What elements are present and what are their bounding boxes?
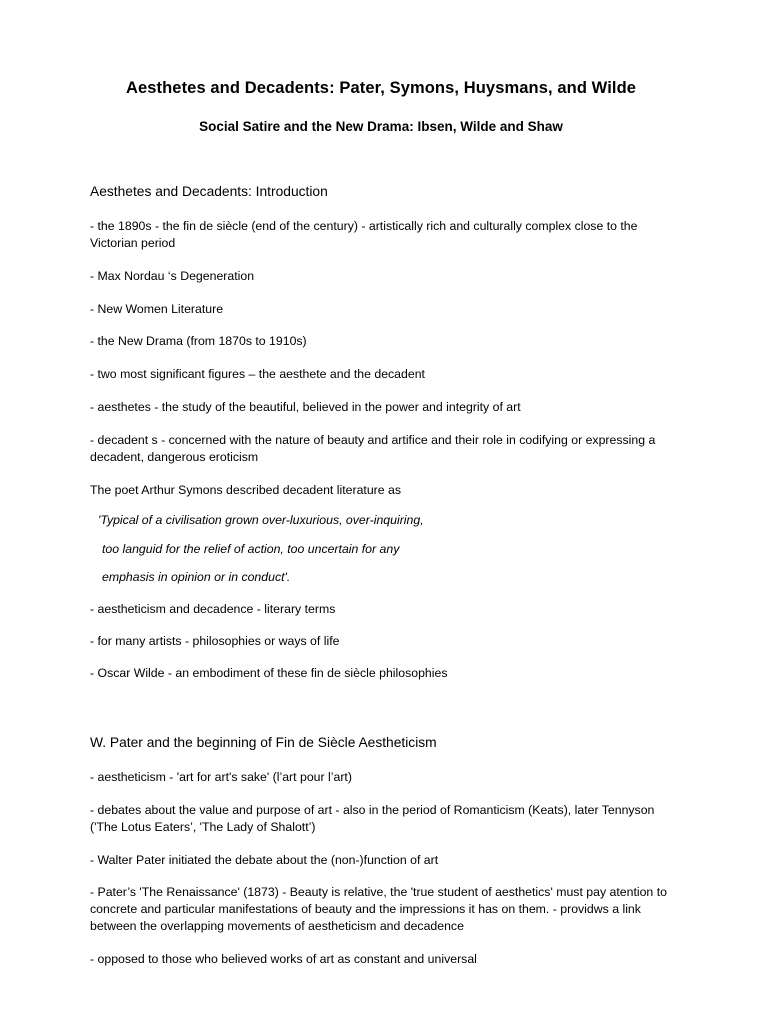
body-paragraph: - debates about the value and purpose of art - also in the period of Romanticism (Keats), later Tennyson ('The Lotus Eaters’, 'The Lady of Shalott’) [90,802,655,834]
body-paragraph: - aestheticism - 'art for art's sake' (l’art pour l’art) [90,769,352,784]
blockquote [90,512,672,586]
body-paragraph: - two most significant figures – the aesthete and the decadent [90,367,425,382]
body-paragraph: - aestheticism and decadence - literary terms [90,602,336,617]
body-paragraph: - decadent s - concerned with the nature of beauty and artifice and their role in codifying or expressing a decadent, dangerous eroticism [90,433,656,465]
body-paragraph: - New Women Literature [90,301,224,316]
section-heading-introduction: Aesthetes and Decadents: Introduction [90,183,328,199]
quote-line: 'Typical of a civilisation grown over-luxurious, over-inquiring, [98,513,424,528]
page-title: Aesthetes and Decadents: Pater, Symons, Huysmans, and Wilde [125,79,637,97]
section-heading-pater: W. Pater and the beginning of Fin de Siècle Aestheticism [90,734,437,750]
body-paragraph: The poet Arthur Symons described decadent literature as [90,483,402,498]
body-paragraph: - Max Nordau ‘s Degeneration [90,268,255,283]
quote-line: emphasis in opinion or in conduct'. [102,570,291,585]
body-paragraph: - opposed to those who believed works of art as constant and universal [90,952,477,967]
quote-line: too languid for the relief of action, too uncertain for any [102,541,400,556]
body-paragraph: - aesthetes - the study of the beautiful, believed in the power and integrity of art [90,400,521,415]
body-paragraph: - the 1890s - the fin de siècle (end of the century) - artistically rich and culturally complex close to the Victorian period [90,218,638,250]
body-paragraph: - Pater’s 'The Renaissance' (1873) - Beauty is relative, the 'true student of aesthetics' must pay atention to concrete and particular manifestations of beauty and the impressions it has on them. - providws a link between the overlapping movements of aestheticism and decadence [90,885,667,934]
body-paragraph: - the New Drama (from 1870s to 1910s) [90,334,307,349]
body-paragraph: - Oscar Wilde - an embodiment of these fin de siècle philosophies [90,666,448,681]
body-paragraph: - for many artists - philosophies or ways of life [90,634,340,649]
body-paragraph: - Walter Pater initiated the debate about the (non-)function of art [90,852,439,867]
page-subtitle: Social Satire and the New Drama: Ibsen, Wilde and Shaw [199,119,563,135]
